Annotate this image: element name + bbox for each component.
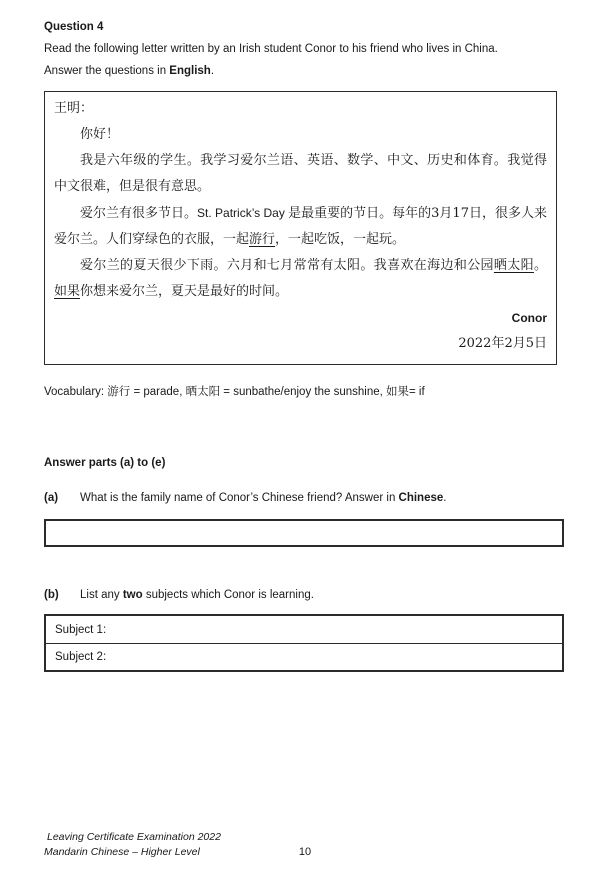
footer-exam-title: Leaving Certificate Examination 2022 (47, 831, 221, 843)
letter-date: 2022年2月5日 (458, 336, 547, 351)
part-a-question-suffix: . (443, 492, 447, 504)
letter-greeting: 你好！ (80, 127, 120, 142)
intro-line-2-prefix: Answer the questions in (44, 65, 170, 77)
intro-line-2-bold: English (169, 65, 211, 77)
part-b-question-suffix: subjects which Conor is learning. (142, 589, 314, 601)
letter-salutation: 王明： (54, 101, 94, 116)
question-title: Question 4 (44, 21, 104, 33)
letter-paragraph-3: 爱尔兰的夏天很少下雨。六月和七月常常有太阳。我喜欢在海边和公园晒太阳。如果你想来爱尔兰，夏天是最好的时间。 (54, 258, 547, 299)
part-a-question-prefix: What is the family name of Conor’s Chinese friend? Answer in (80, 492, 399, 504)
part-b-label: (b) (44, 589, 59, 601)
answer-parts-heading: Answer parts (a) to (e) (44, 457, 166, 469)
letter-paragraph-1: 我是六年级的学生。我学习爱尔兰语、英语、数学、中文、历史和体育。我觉得中文很难，但是很有意思。 (54, 153, 547, 194)
part-a-label: (a) (44, 492, 59, 504)
part-a-question-text (80, 491, 446, 505)
subject-2-label: Subject 2: (55, 651, 107, 663)
footer-exam-level: Mandarin Chinese – Higher Level (44, 846, 200, 858)
intro-line-2-suffix: . (210, 65, 215, 77)
intro-line-1: Read the following letter written by an Irish student Conor to his friend who lives in China. (44, 43, 498, 55)
letter-paragraph-2: 爱尔兰有很多节日。St. Patrick’s Day 是最重要的节日。每年的3月17日，很多人来爱尔兰。人们穿绿色的衣服，一起游行，一起吃饭，一起玩。 (54, 206, 547, 247)
part-b-question-bold: two (122, 589, 143, 601)
part-a-question-line (44, 491, 565, 505)
page-number: 10 (298, 846, 312, 858)
part-b-question-text (80, 588, 314, 602)
subject-row-1[interactable] (46, 616, 562, 643)
vocabulary-note: Vocabulary: 游行 = parade, 晒太阳 = sunbathe/enjoy the sunshine, 如果= if (44, 386, 425, 398)
subject-answer-table (44, 614, 564, 672)
letter-box (44, 91, 557, 365)
part-a-answer-box[interactable] (44, 519, 564, 547)
part-b-question-line (44, 588, 565, 602)
letter-signature: Conor (511, 311, 547, 325)
part-b-question-prefix: List any (80, 589, 123, 601)
part-a-question-bold: Chinese (398, 492, 444, 504)
subject-row-2[interactable] (46, 643, 562, 670)
subject-1-label: Subject 1: (55, 623, 107, 636)
intro-line-2 (44, 64, 565, 78)
